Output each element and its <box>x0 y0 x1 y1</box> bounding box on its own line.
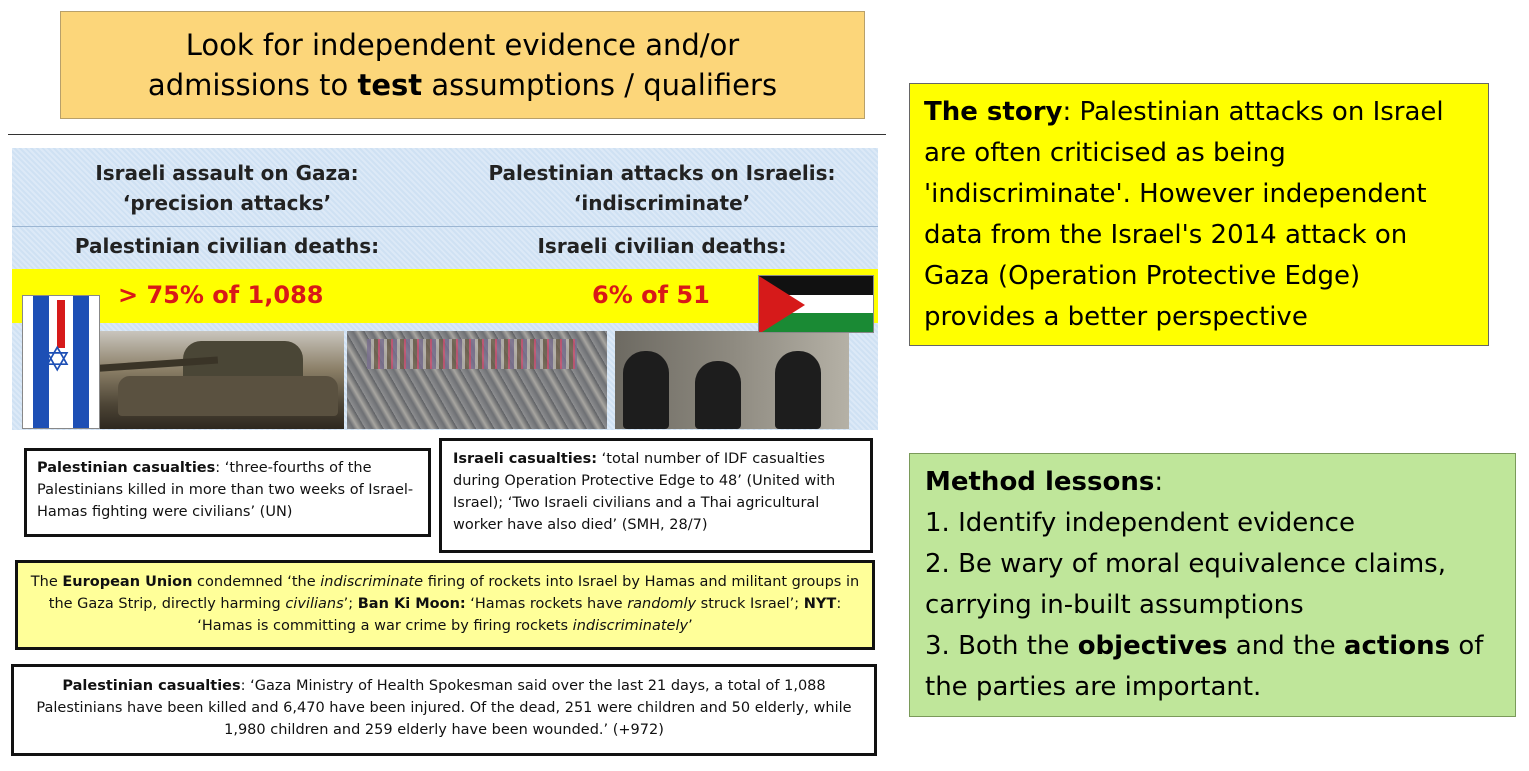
right-deaths-label: Israeli civilian deaths: <box>537 234 787 258</box>
heading-separator <box>12 226 878 227</box>
quote-emphasis: indiscriminate <box>320 574 424 590</box>
right-heading-line-1: Palestinian attacks on Israelis: <box>488 161 836 185</box>
quote-text: ’ <box>688 618 693 634</box>
quote-text: struck Israel’; <box>696 596 804 612</box>
quote-text: ‘total number of IDF casualties during Operation Protective Edge to 48’ (United with Israel); ‘Two Israeli civilians and a Thai agricultural worker have also died’ (SMH, 28/7) <box>453 451 836 533</box>
quote-emphasis: randomly <box>627 596 697 612</box>
quote-israeli-casualties <box>439 438 873 553</box>
title-box <box>60 11 865 119</box>
method-lessons-box <box>909 453 1516 717</box>
crowd-shape <box>367 339 577 369</box>
quote-gaza-ministry-casualties <box>11 664 877 756</box>
method-item-3 <box>925 626 1500 708</box>
method-item-2: 2. Be wary of moral equivalence claims, carrying in-built assumptions <box>925 549 1446 620</box>
story-box <box>909 83 1489 346</box>
quote-indiscriminate-claims <box>15 560 875 650</box>
method-bold-actions: actions <box>1343 631 1451 661</box>
left-deaths-label: Palestinian civilian deaths: <box>74 234 380 258</box>
method-label: Method lessons <box>925 467 1155 497</box>
right-stat-value: 6% of 51 <box>592 281 710 309</box>
method-colon: : <box>1154 467 1164 497</box>
flag-triangle <box>759 276 805 333</box>
title-line-2 <box>148 65 777 105</box>
left-heading <box>17 158 437 218</box>
method-bold-objectives: objectives <box>1077 631 1228 661</box>
quote-label: Israeli casualties: <box>453 451 598 467</box>
method-text: of the parties are important. <box>925 631 1484 702</box>
quote-text: : ‘three-fourths of the Palestinians killed in more than two weeks of Israel-Hamas fighting were civilians’ (UN) <box>37 460 414 520</box>
quote-text: : ‘Gaza Ministry of Health Spokesman said over the last 21 days, a total of 1,088 Palestinians have been killed and 6,470 have been injured. Of the dead, 251 were children and 50 elderly, while 1,980 children and 259 elderly have been wounded.’ (+972) <box>36 678 852 738</box>
figure-shape <box>695 361 741 429</box>
left-heading-line-1: Israeli assault on Gaza: <box>95 161 359 185</box>
story-label: The story <box>924 97 1063 127</box>
title-line-2-pre: admissions to <box>147 68 358 102</box>
rubble-photo <box>347 331 607 429</box>
quote-source-nyt: NYT <box>803 596 837 612</box>
right-heading <box>452 158 872 218</box>
tank-photo <box>88 331 344 429</box>
comparison-infographic <box>12 148 878 430</box>
quote-source-eu: European Union <box>62 574 193 590</box>
star-icon: ✡ <box>43 340 72 380</box>
method-item-1: 1. Identify independent evidence <box>925 508 1355 538</box>
quote-label: Palestinian casualties <box>62 678 241 694</box>
method-heading <box>925 462 1500 503</box>
method-text: and the <box>1227 631 1344 661</box>
method-text: 3. Both the <box>925 631 1078 661</box>
quote-text: ‘Hamas rockets have <box>465 596 628 612</box>
militants-photo <box>615 331 849 429</box>
quote-emphasis: indiscriminately <box>572 618 689 634</box>
quote-text: : ‘Hamas is committing a war crime by firing rockets <box>197 596 842 634</box>
left-stat-value: > 75% of 1,088 <box>118 281 324 309</box>
title-line-1: Look for independent evidence and/or <box>185 28 740 62</box>
figure-shape <box>775 351 821 429</box>
quote-emphasis: civilians <box>285 596 344 612</box>
quote-palestinian-casualties-un <box>24 448 431 537</box>
quote-text: firing of rockets into Israel by Hamas and militant groups in the Gaza Strip, directly harming <box>48 574 860 612</box>
quote-label: Palestinian casualties <box>37 460 216 476</box>
right-heading-line-2: ‘indiscriminate’ <box>573 191 751 215</box>
quote-text: ’; <box>343 596 358 612</box>
quote-text: condemned ‘the <box>192 574 321 590</box>
story-text: : Palestinian attacks on Israel are often criticised as being 'indiscriminate'. However independent data from the Israel's 2014 attack on Gaza (Operation Protective Edge) provides a better perspective <box>924 97 1444 332</box>
quote-text: The <box>30 574 63 590</box>
quote-source-ban-ki-moon: Ban Ki Moon: <box>357 596 466 612</box>
tank-hull-shape <box>118 376 338 416</box>
palestinian-flag-icon <box>758 275 874 333</box>
left-heading-line-2: ‘precision attacks’ <box>122 191 332 215</box>
title-bold-word: test <box>357 68 423 102</box>
flag-stripe <box>73 296 89 428</box>
title-line-2-post: assumptions / qualifiers <box>422 68 778 102</box>
divider-line <box>8 134 886 135</box>
figure-shape <box>623 351 669 429</box>
israeli-flag-icon <box>22 295 100 429</box>
